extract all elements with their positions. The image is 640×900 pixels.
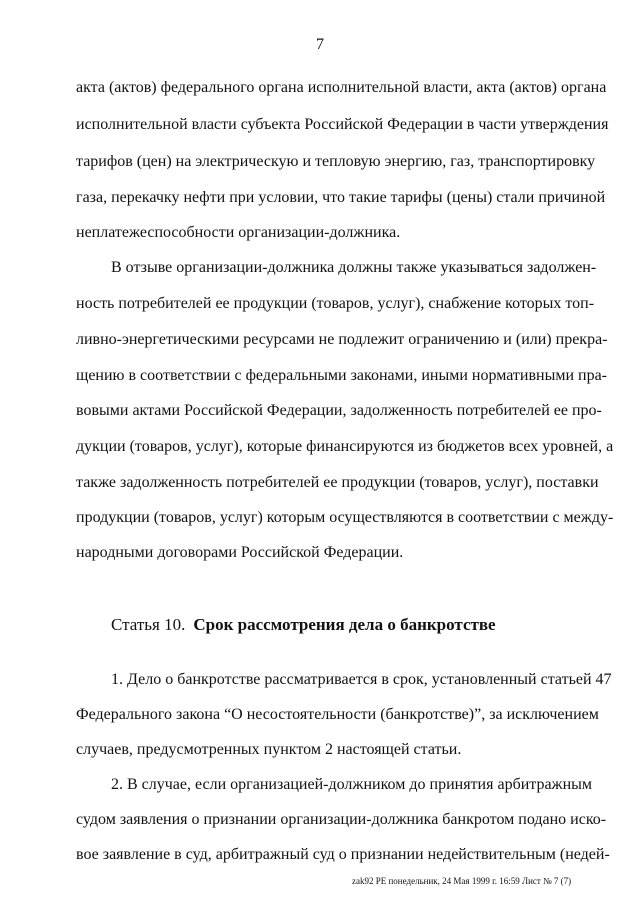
- text-line: также задолженность потребителей ее продукции (товаров, услуг), поставки: [76, 474, 599, 491]
- text-line: щению в соответствии с федеральными законами, иными нормативными пра-: [76, 367, 608, 384]
- text-line: вовыми актами Российской Федерации, задолженность потребителей ее про-: [76, 402, 602, 419]
- article-heading: [111, 614, 496, 636]
- text-line: Федерального закона “О несостоятельности (банкротстве)”, за исключением: [76, 706, 599, 723]
- text-line: случаев, предусмотренных пунктом 2 настоящей статьи.: [76, 741, 462, 758]
- text-line: неплатежеспособности организации-должника.: [76, 224, 401, 241]
- article-number: Статья 10.: [111, 615, 186, 634]
- text-line: исполнительной власти субъекта Российской Федерации в части утверждения: [76, 116, 609, 133]
- text-line: акта (актов) федерального органа исполнительной власти, акта (актов) органа: [76, 79, 607, 96]
- text-line: газа, перекачку нефти при условии, что такие тарифы (цены) стали причиной: [76, 189, 606, 206]
- text-line: ность потребителей ее продукции (товаров, услуг), снабжение которых топ-: [76, 295, 595, 312]
- text-line: народными договорами Российской Федерации.: [76, 544, 404, 561]
- text-line: тарифов (цен) на электрическую и тепловую энергию, газ, транспортировку: [76, 153, 596, 170]
- text-line: В отзыве организации-должника должны также указываться задолжен-: [111, 259, 597, 276]
- article-title: Срок рассмотрения дела о банкротстве: [193, 615, 496, 634]
- page-number: 7: [316, 36, 324, 53]
- text-line: вое заявление в суд, арбитражный суд о признании недействительным (недей-: [76, 846, 610, 863]
- text-line: судом заявления о признании организации-должника банкротом подано иско-: [76, 811, 607, 828]
- text-line: дукции (товаров, услуг), которые финансируются из бюджетов всех уровней, а: [76, 438, 614, 455]
- text-line: ливно-энергетическими ресурсами не подлежит ограничению и (или) прекра-: [76, 331, 608, 348]
- print-footer: zak92 РЕ понедельник, 24 Мая 1999 г. 16:59 Лист № 7 (7): [352, 876, 572, 886]
- text-line: продукции (товаров, услуг) которым осуществляются в соответствии с между-: [76, 509, 614, 526]
- text-line: 2. В случае, если организацией-должником до принятия арбитражным: [111, 776, 593, 793]
- text-line: 1. Дело о банкротстве рассматривается в срок, установленный статьей 47: [111, 671, 612, 688]
